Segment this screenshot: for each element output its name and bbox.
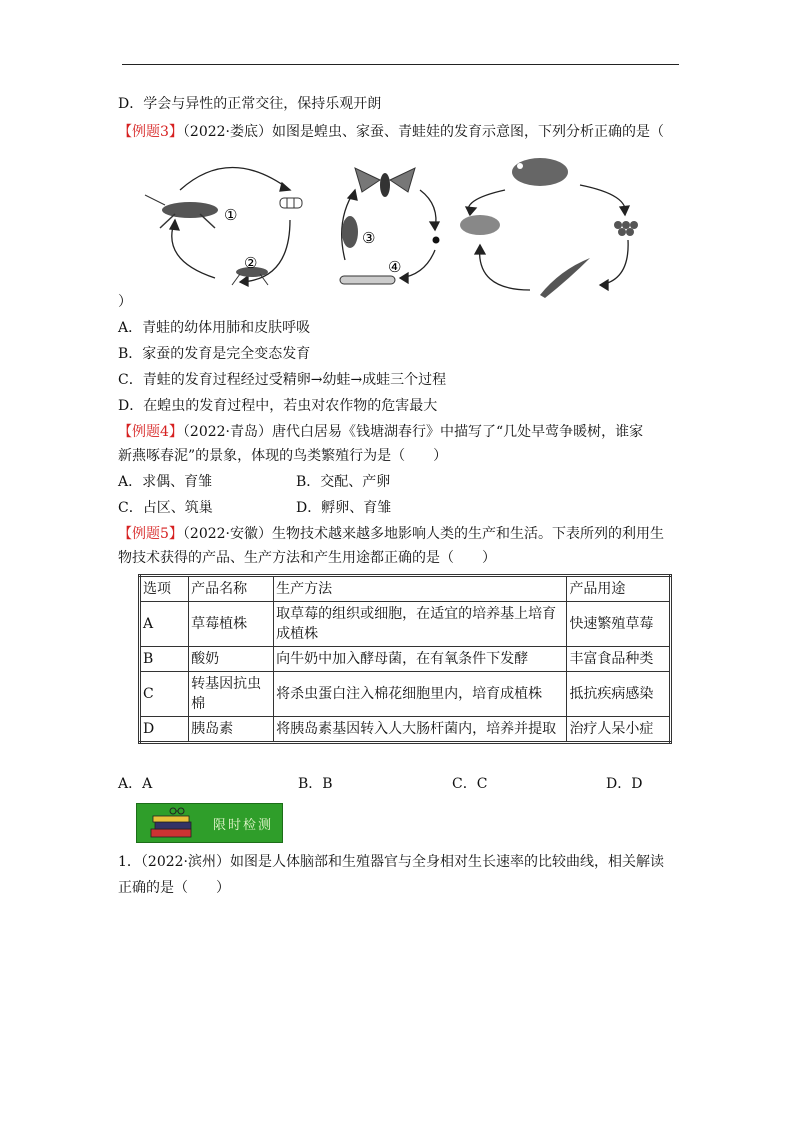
frog-icon xyxy=(512,158,568,186)
locust-cycle xyxy=(170,168,290,287)
table-cell: 草莓植株 xyxy=(189,602,274,647)
example-5-text: （2022·安徽）生物技术越来越多地影响人类的生产和生活。下表所列的利用生 xyxy=(182,526,664,542)
example-5-option-d: D．D xyxy=(606,776,643,792)
silkworm-egg-icon xyxy=(433,237,440,244)
frog-eggs-icon xyxy=(614,221,638,236)
example-3-stem xyxy=(118,122,664,142)
table-cell: C xyxy=(140,672,189,717)
table-cell: A xyxy=(140,602,189,647)
table-cell: 快速繁殖草莓 xyxy=(567,602,671,647)
example-3-tag: 【例题3】 xyxy=(118,124,183,140)
table-cell: 将杀虫蛋白注入棉花细胞里内，培育成植株 xyxy=(274,672,567,717)
froglet-icon xyxy=(460,215,500,235)
table-cell: 将胰岛素基因转入人大肠杆菌内，培养并提取 xyxy=(274,717,567,743)
example-4-stem-line2: 新燕啄春泥”的景象，体现的鸟类繁殖行为是（ ） xyxy=(118,448,448,464)
label-3: ③ xyxy=(362,229,376,247)
label-1: ① xyxy=(224,206,238,224)
larva-icon xyxy=(340,276,395,284)
example-3-option-b: B．家蚕的发育是完全变态发育 xyxy=(118,346,311,362)
table-cell: D xyxy=(140,717,189,743)
example-4-option-d: D．孵卵、育雏 xyxy=(296,500,392,516)
example-5-stem-line2: 物技术获得的产品、生产方法和产生用途都正确的是（ ） xyxy=(118,550,496,566)
grasshopper-icon xyxy=(145,195,218,228)
table-cell: 取草莓的组织或细胞，在适宜的培养基上培育成植株 xyxy=(274,602,567,647)
example-5-option-c: C．C xyxy=(452,776,488,792)
table-cell: 胰岛素 xyxy=(189,717,274,743)
example-3-option-c: C．青蛙的发育过程经过受精卵→幼蛙→成蛙三个过程 xyxy=(118,372,447,388)
example-4-option-a: A．求偶、育雏 xyxy=(118,474,213,490)
table-row xyxy=(140,672,671,717)
header-rule xyxy=(122,64,679,65)
table-cell: 向牛奶中加入酵母菌，在有氧条件下发酵 xyxy=(274,647,567,672)
example-3-stem-end: ） xyxy=(118,294,132,310)
example-5-stem xyxy=(118,524,664,544)
example-4-text: （2022·青岛）唐代白居易《钱塘湖春行》中描写了“几处早莺争暖树，谁家 xyxy=(182,424,644,440)
table-row xyxy=(140,717,671,743)
egg-icon xyxy=(280,198,302,208)
books-icon xyxy=(145,805,205,841)
example-3-option-d: D．在蝗虫的发育过程中，若虫对农作物的危害最大 xyxy=(118,398,438,414)
example-4-tag: 【例题4】 xyxy=(118,424,183,440)
table-cell: 丰富食品种类 xyxy=(567,647,671,672)
section-badge xyxy=(136,803,283,843)
example-4-stem xyxy=(118,422,643,442)
table-cell: 治疗人呆小症 xyxy=(567,717,671,743)
product-table xyxy=(138,574,672,744)
table-row xyxy=(140,602,671,647)
section-badge-label: 限时检测 xyxy=(213,818,274,833)
example-3-text: （2022·娄底）如图是蝗虫、家蚕、青蛙娃的发育示意图，下列分析正确的是（ xyxy=(182,124,664,140)
table-header-cell: 产品名称 xyxy=(189,576,274,602)
table-cell: 抵抗疾病感染 xyxy=(567,672,671,717)
table-row xyxy=(140,647,671,672)
example-5-tag: 【例题5】 xyxy=(118,526,183,542)
table-header-cell: 选项 xyxy=(140,576,189,602)
question-1-stem: 1．（2022·滨州）如图是人体脑部和生殖器官与全身相对生长速率的比较曲线，相关解读 xyxy=(118,854,664,870)
development-diagram xyxy=(140,150,660,300)
example-5-option-a: A．A xyxy=(118,776,153,792)
frog-cycle xyxy=(466,185,629,290)
example-4-option-b: B．交配、产卵 xyxy=(296,474,391,490)
table-cell: 酸奶 xyxy=(189,647,274,672)
example-5-option-b: B．B xyxy=(298,776,333,792)
table-header-cell: 产品用途 xyxy=(567,576,671,602)
moth-icon xyxy=(355,168,415,197)
label-2: ② xyxy=(244,254,258,272)
tadpole-icon xyxy=(540,258,590,298)
prev-question-option-d: D．学会与异性的正常交往，保持乐观开朗 xyxy=(118,96,382,112)
table-header-row xyxy=(140,576,671,602)
table-cell: B xyxy=(140,647,189,672)
example-4-option-c: C．占区、筑巢 xyxy=(118,500,213,516)
example-3-option-a: A．青蛙的幼体用肺和皮肤呼吸 xyxy=(118,320,311,336)
label-4: ④ xyxy=(388,258,402,276)
table-cell: 转基因抗虫棉 xyxy=(189,672,274,717)
pupa-icon xyxy=(342,216,358,248)
question-1-stem-line2: 正确的是（ ） xyxy=(118,880,230,896)
table-header-cell: 生产方法 xyxy=(274,576,567,602)
